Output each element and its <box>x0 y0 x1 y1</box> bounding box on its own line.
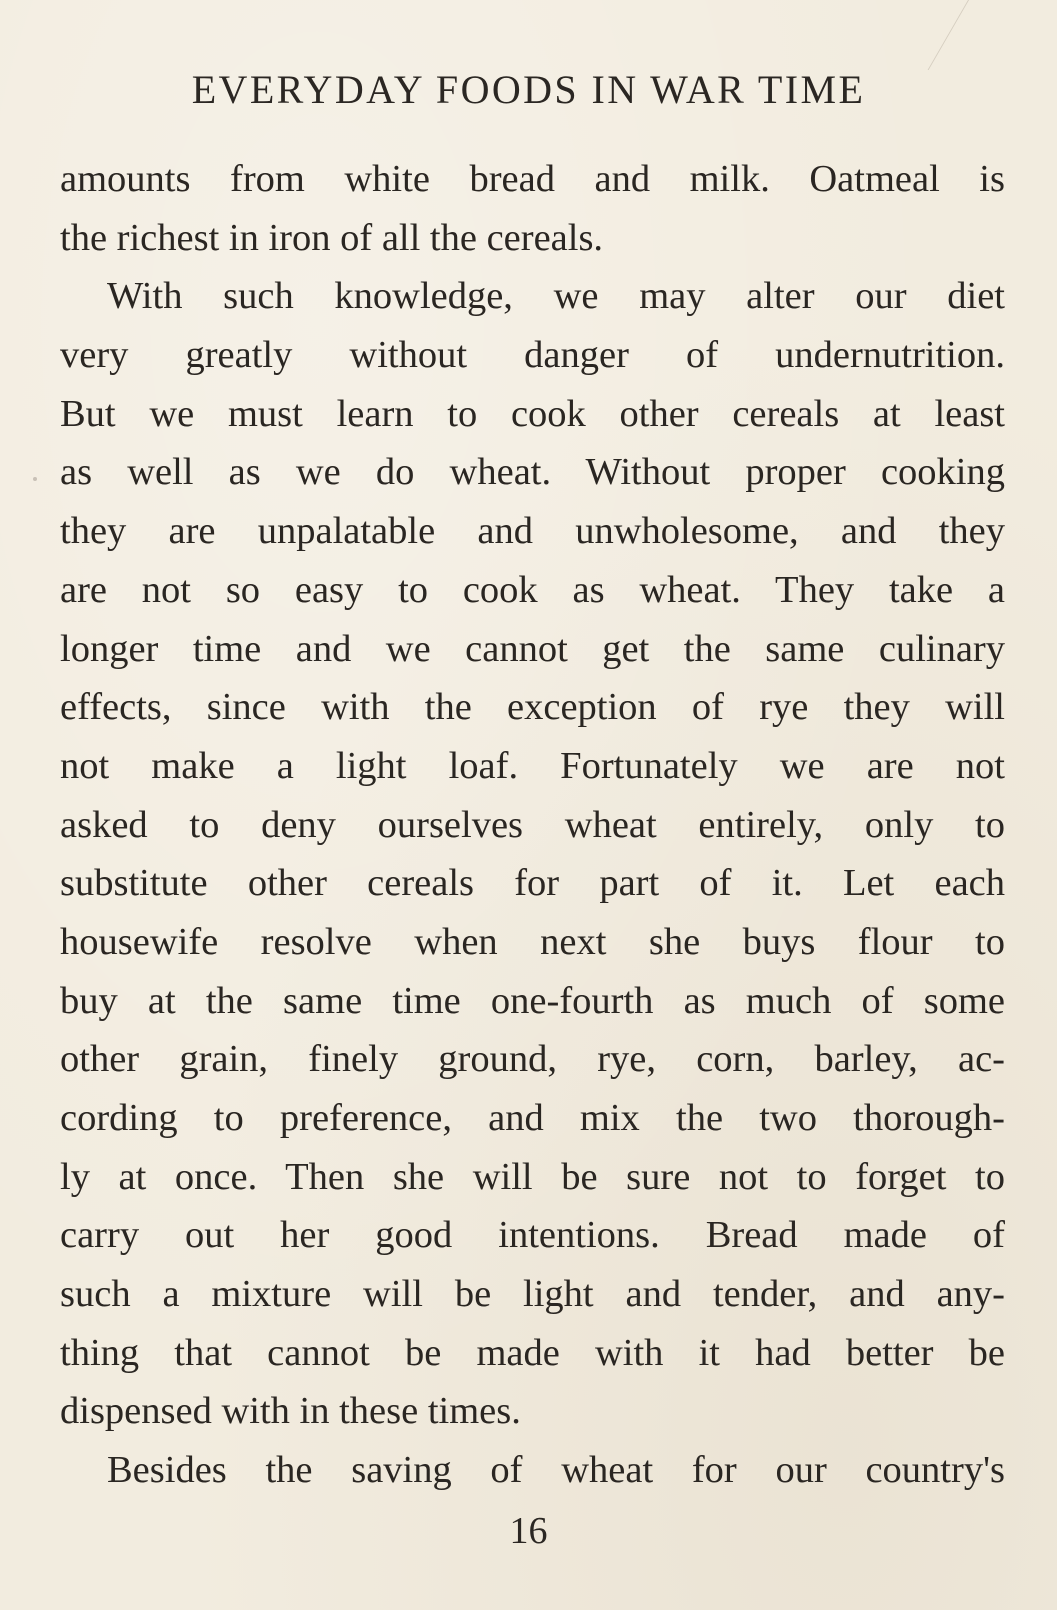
text-line: they are unpalatable and unwholesome, and they <box>60 510 1005 553</box>
running-head: EVERYDAY FOODS IN WAR TIME <box>191 67 866 112</box>
paper-speck <box>33 477 37 481</box>
text-line: cording to preference, and mix the two thorough- <box>60 1097 1005 1139</box>
text-line: Besides the saving of wheat for our country's <box>107 1449 1005 1492</box>
text-line: such a mixture will be light and tender, and any- <box>60 1273 1005 1316</box>
text-line: But we must learn to cook other cereals at least <box>60 392 1005 435</box>
text-line: not make a light loaf. Fortunately we are not <box>60 744 1005 787</box>
text-line: the richest in iron of all the cereals. <box>60 216 604 259</box>
text-line: effects, since with the exception of rye they will <box>60 686 1005 729</box>
text-line: thing that cannot be made with it had better be <box>60 1331 1005 1374</box>
text-line: asked to deny ourselves wheat entirely, only to <box>60 803 1005 846</box>
text-line: very greatly without danger of undernutrition. <box>60 334 1005 377</box>
text-line: buy at the same time one-fourth as much of some <box>60 979 1005 1022</box>
text-line: carry out her good intentions. Bread made of <box>60 1214 1005 1257</box>
text-line: longer time and we cannot get the same culinary <box>60 627 1005 670</box>
text-line: substitute other cereals for part of it. Let each <box>60 862 1005 905</box>
body-text <box>60 150 1005 1500</box>
text-line: other grain, finely ground, rye, corn, barley, ac- <box>60 1038 1005 1081</box>
page-number: 16 <box>509 1510 548 1552</box>
page-corner-crease <box>928 0 1029 70</box>
text-line: are not so easy to cook as wheat. They take a <box>60 568 1005 611</box>
text-line: as well as we do wheat. Without proper cooking <box>60 451 1005 494</box>
text-line: ly at once. Then she will be sure not to forget to <box>60 1155 1005 1198</box>
text-line: With such knowledge, we may alter our diet <box>107 275 1005 318</box>
text-line: amounts from white bread and milk. Oatmeal is <box>60 158 1005 200</box>
text-line: dispensed with in these times. <box>60 1390 521 1433</box>
text-line: housewife resolve when next she buys flour to <box>60 920 1005 963</box>
